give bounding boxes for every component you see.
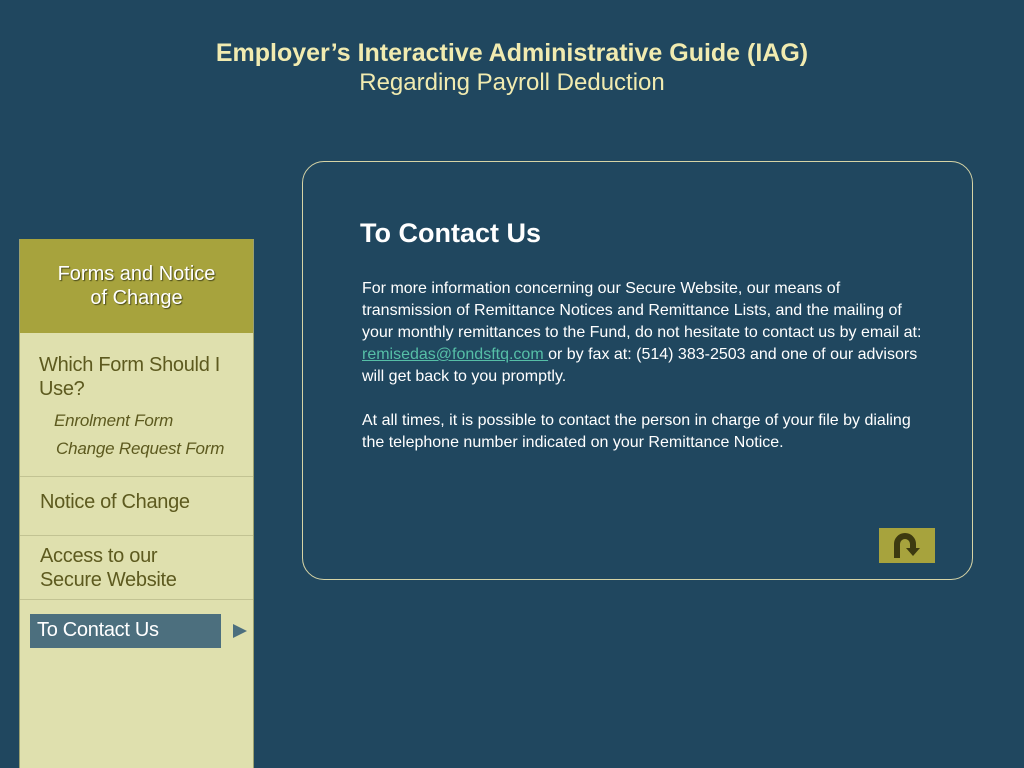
nav-to-contact-us-active[interactable]: To Contact Us bbox=[30, 614, 221, 648]
nav-which-form-link[interactable] bbox=[39, 353, 253, 401]
nav-secure-website-line2: Secure Website bbox=[40, 569, 177, 591]
content-paragraph-2: At all times, it is possible to contact the person in charge of your file by dialing the telephone number indicated on your Remittance Notice. bbox=[362, 412, 911, 451]
sidebar bbox=[19, 239, 254, 768]
email-link[interactable]: remisedas@fondsftq.com bbox=[362, 346, 549, 363]
sidebar-heading bbox=[20, 239, 253, 333]
nav-secure-website-line1: Access to our bbox=[40, 545, 158, 567]
nav-notice-of-change-link[interactable]: Notice of Change bbox=[40, 491, 190, 513]
sidebar-section-which-form bbox=[20, 333, 253, 477]
sidebar-section-secure-website bbox=[20, 536, 253, 600]
sidebar-heading-line1: Forms and Notice bbox=[57, 263, 216, 285]
arrow-right-icon bbox=[232, 623, 248, 639]
u-turn-back-icon bbox=[879, 528, 935, 563]
paragraph-1-fax: or by fax at: (514) 383-2503 and one of our advisors will get back to you promptly. bbox=[362, 346, 918, 385]
nav-enrolment-form-link[interactable]: Enrolment Form bbox=[54, 411, 174, 430]
back-button[interactable] bbox=[879, 528, 935, 563]
page-title: Employer’s Interactive Administrative Guide (IAG) bbox=[215, 39, 809, 67]
nav-which-form-line1: Which Form Should I bbox=[39, 354, 221, 376]
sidebar-section-notice-of-change bbox=[20, 477, 253, 536]
sidebar-heading-line2: of Change bbox=[90, 287, 183, 309]
content-body bbox=[362, 278, 932, 454]
content-title: To Contact Us bbox=[360, 218, 541, 248]
content-panel bbox=[302, 161, 973, 580]
page-header bbox=[0, 38, 1024, 98]
nav-secure-website-link[interactable] bbox=[40, 544, 253, 592]
nav-which-form-line2: Use? bbox=[39, 378, 85, 400]
nav-change-request-form-link[interactable]: Change Request Form bbox=[56, 439, 225, 458]
page-subtitle: Regarding Payroll Deduction bbox=[359, 69, 665, 96]
paragraph-1-intro: For more information concerning our Secure Website, our means of transmission of Remittance Notices and Remittance Lists, and the mailing of your monthly remittances to the Fund, do not hesitate to contact us by email at: bbox=[362, 280, 922, 341]
content-paragraph-1 bbox=[362, 278, 932, 388]
